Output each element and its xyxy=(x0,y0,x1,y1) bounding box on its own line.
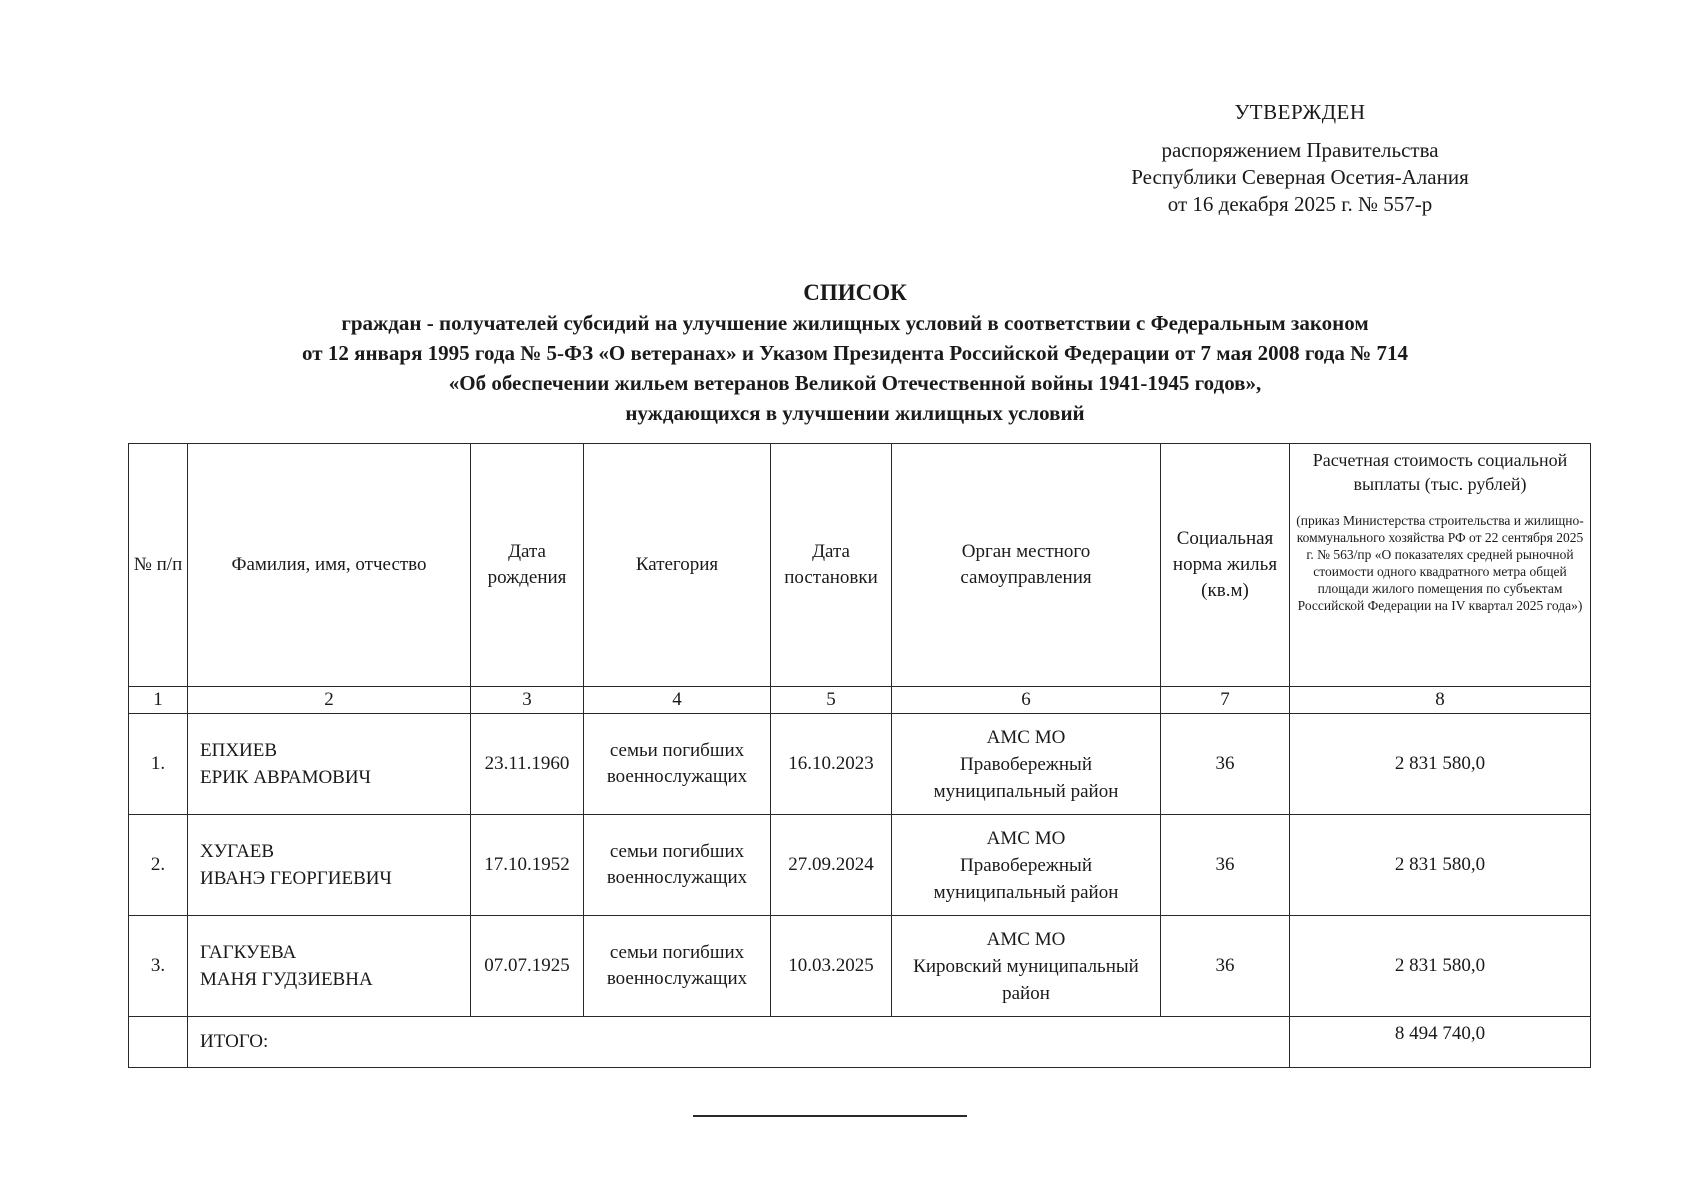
col-number-7: 7 xyxy=(1161,687,1290,714)
row-cost: 2 831 580,0 xyxy=(1290,916,1591,1017)
separator-line xyxy=(693,1115,967,1117)
col-number-5: 5 xyxy=(771,687,892,714)
row-given-names: МАНЯ ГУДЗИЕВНА xyxy=(200,969,373,990)
recipients-table xyxy=(128,443,1591,1068)
row-organ: АМС МО Кировский муниципальный район xyxy=(892,916,1161,1017)
row-organ: АМС МО Правобережный муниципальный район xyxy=(892,714,1161,815)
row-cost: 2 831 580,0 xyxy=(1290,815,1591,916)
header-category: Категория xyxy=(584,444,771,687)
list-title-line-2: от 12 января 1995 года № 5-ФЗ «О ветеранах» и Указом Президента Российской Федерации от 7 мая 2008 года № 714 xyxy=(302,341,1408,365)
row-organ: АМС МО Правобережный муниципальный район xyxy=(892,815,1161,916)
row-cost: 2 831 580,0 xyxy=(1290,714,1591,815)
approval-line-3: от 16 декабря 2025 г. № 557-р xyxy=(1167,192,1433,216)
approval-block xyxy=(1080,100,1520,218)
row-num: 1. xyxy=(129,714,188,815)
table-row xyxy=(129,815,1591,916)
header-num: № п/п xyxy=(129,444,188,687)
row-reg-date: 10.03.2025 xyxy=(771,916,892,1017)
row-given-names: ЕРИК АВРАМОВИЧ xyxy=(200,767,371,788)
row-num: 2. xyxy=(129,815,188,916)
row-reg-date: 16.10.2023 xyxy=(771,714,892,815)
row-birth: 23.11.1960 xyxy=(471,714,584,815)
row-norm: 36 xyxy=(1161,916,1290,1017)
total-label: ИТОГО: xyxy=(188,1017,1290,1068)
row-fio xyxy=(188,714,471,815)
column-number-row xyxy=(129,687,1591,714)
header-cost-main: Расчетная стоимость социальной выплаты (тыс. рублей) xyxy=(1312,450,1568,494)
row-given-names: ИВАНЭ ГЕОРГИЕВИЧ xyxy=(200,868,392,889)
table-row xyxy=(129,916,1591,1017)
row-surname: ЕПХИЕВ xyxy=(200,740,278,761)
row-num: 3. xyxy=(129,916,188,1017)
header-row xyxy=(129,444,1591,687)
row-surname: ГАГКУЕВА xyxy=(200,942,297,963)
row-category: семьи погибших военнослужащих xyxy=(584,714,771,815)
col-number-4: 4 xyxy=(584,687,771,714)
row-surname: ХУГАЕВ xyxy=(200,841,275,862)
col-number-6: 6 xyxy=(892,687,1161,714)
row-birth: 07.07.1925 xyxy=(471,916,584,1017)
header-birth: Дата рождения xyxy=(471,444,584,687)
row-fio xyxy=(188,916,471,1017)
row-birth: 17.10.1952 xyxy=(471,815,584,916)
col-number-1: 1 xyxy=(129,687,188,714)
total-value: 8 494 740,0 xyxy=(1290,1017,1591,1068)
list-title-line-1: граждан - получателей субсидий на улучшение жилищных условий в соответствии с Федеральным законом xyxy=(341,311,1369,335)
total-num-cell xyxy=(129,1017,188,1068)
col-number-3: 3 xyxy=(471,687,584,714)
row-norm: 36 xyxy=(1161,714,1290,815)
col-number-2: 2 xyxy=(188,687,471,714)
row-category: семьи погибших военнослужащих xyxy=(584,815,771,916)
approval-title: УТВЕРЖДЕН xyxy=(1234,100,1366,124)
row-category: семьи погибших военнослужащих xyxy=(584,916,771,1017)
row-fio xyxy=(188,815,471,916)
row-reg-date: 27.09.2024 xyxy=(771,815,892,916)
table-row xyxy=(129,714,1591,815)
col-number-8: 8 xyxy=(1290,687,1591,714)
header-cost xyxy=(1290,444,1591,687)
list-title xyxy=(90,278,1620,428)
approval-line-1: распоряжением Правительства xyxy=(1161,138,1439,162)
list-title-head: СПИСОК xyxy=(803,280,907,305)
header-reg-date: Дата постановки xyxy=(771,444,892,687)
header-norm: Социальная норма жилья (кв.м) xyxy=(1161,444,1290,687)
header-cost-note: (приказ Министерства строительства и жилищно-коммунального хозяйства РФ от 22 сентября 2025 г. № 563/пр «О показателях средней рыночной стоимости одного квадратного метра общей площади жилого помещения по субъектам Российской Федерации на IV квартал 2025 года») xyxy=(1296,513,1584,613)
list-title-line-4: нуждающихся в улучшении жилищных условий xyxy=(625,401,1085,425)
list-title-line-3: «Об обеспечении жильем ветеранов Великой Отечественной войны 1941-1945 годов», xyxy=(448,371,1262,395)
header-fio: Фамилия, имя, отчество xyxy=(188,444,471,687)
header-organ: Орган местного самоуправления xyxy=(892,444,1161,687)
total-row xyxy=(129,1017,1591,1068)
approval-line-2: Республики Северная Осетия-Алания xyxy=(1131,165,1469,189)
row-norm: 36 xyxy=(1161,815,1290,916)
